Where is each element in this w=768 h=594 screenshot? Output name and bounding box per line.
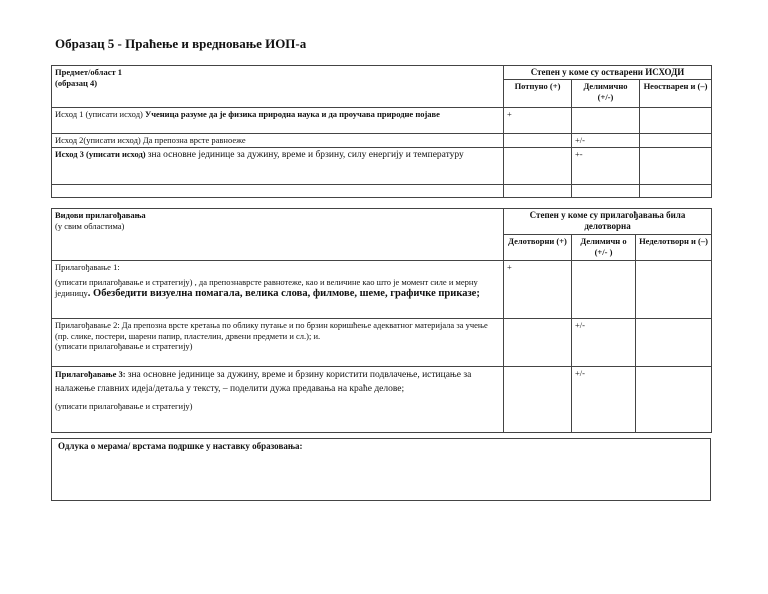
outcome-prefix: Исход 2(уписати исход) (55, 135, 143, 146)
subject-header (52, 66, 504, 108)
table-row (52, 367, 712, 433)
cell-value (640, 108, 712, 134)
outcome-prefix: Исход 3 (уписати исход) (55, 148, 148, 159)
adaptation-text: да препознаврсте равнотеже, као и величине као што је момент силе и мерну јединицу (55, 276, 478, 299)
adaptation-note: (уписати прилагођавање и стратегију) (55, 400, 193, 411)
col-effective: Делотворни (+) (504, 235, 572, 261)
adaptation-text: Прилагођавање 2: Да препозна врсте кретања по облику путање и по брзин коришћење адекватног материјала за учење (пр. слике, постери, шарени папир, пластелин, дрвени предмети и сл.); и. (55, 320, 488, 341)
cell-value (572, 108, 640, 134)
cell-value (636, 319, 712, 367)
cell-value (636, 261, 712, 319)
adaptations-scope: (у свим областима) (55, 220, 125, 231)
col-full: Потпуно (+) (504, 80, 572, 108)
cell-value (640, 134, 712, 148)
outcomes-table (51, 65, 712, 198)
cell-value: +/- (572, 134, 640, 148)
outcome-text: Ученица разуме да је физика природна наука и да проучава природне појаве (144, 109, 440, 120)
col-not-achieved: Неостварен и (–) (640, 80, 712, 108)
adaptation-text: зна основне јединице за дужину, време и брзину користити подвлачење, истицање за налажење главних идеја/детаља у тексту, – поделити дужа предавања на краће делове; (55, 370, 472, 395)
outcome-text: зна основне јединице за дужину, време и брзину, силу енергију и температуру (147, 149, 464, 160)
cell-value (504, 134, 572, 148)
subject-form-ref: (образац 4) (55, 77, 98, 88)
outcomes-group-header: Степен у коме су остварени ИСХОДИ (504, 66, 712, 80)
cell-value: + (504, 108, 572, 134)
cell-value: +- (572, 147, 640, 184)
table-row (52, 184, 712, 197)
table-row (52, 319, 712, 367)
table-row (52, 147, 712, 184)
cell-value (572, 261, 636, 319)
decision-label: Одлука о мерама/ врстама подршке у наставку образовања: (52, 439, 711, 501)
adaptations-header (52, 209, 504, 261)
outcome-text: Да препозна врсте равноеже (142, 135, 246, 146)
adaptation-prefix: (уписати прилагођавање и стратегију) , (55, 276, 199, 287)
col-ineffective: Неделотворн и (–) (636, 235, 712, 261)
col-partial: Делимично (+/-) (572, 80, 640, 108)
table-row (52, 134, 712, 148)
adaptations-label: Видови прилагођавања (55, 210, 146, 220)
cell-value (504, 367, 572, 433)
adaptations-table (51, 208, 712, 433)
cell-value (504, 147, 572, 184)
cell-value: +/- (572, 319, 636, 367)
adaptation-label: Прилагођавање 1: (55, 262, 120, 272)
page-title: Образац 5 - Праћење и вредновање ИОП-а (55, 36, 307, 51)
col-partial: Делимичн о (+/- ) (572, 235, 636, 261)
cell-value: + (504, 261, 572, 319)
adaptations-group-header: Степен у коме су прилагођавања била делотворна (504, 209, 712, 235)
cell-value (636, 367, 712, 433)
subject-label: Предмет/област 1 (55, 67, 123, 77)
table-row (52, 108, 712, 134)
cell-value (504, 319, 572, 367)
cell-value: +/- (572, 367, 636, 433)
adaptation-emphasis: . Обезбедити визуелна помагала, велика слова, филмове, шеме, графичке приказе; (87, 288, 480, 300)
adaptation-label: Прилагођавање 3: (55, 369, 128, 379)
adaptation-note: (уписати прилагођавање и стратегију) (55, 341, 193, 352)
decision-box (51, 438, 711, 501)
outcome-prefix: Исход 1 (уписати исход) (55, 109, 145, 120)
table-row (52, 261, 712, 319)
cell-value (640, 147, 712, 184)
